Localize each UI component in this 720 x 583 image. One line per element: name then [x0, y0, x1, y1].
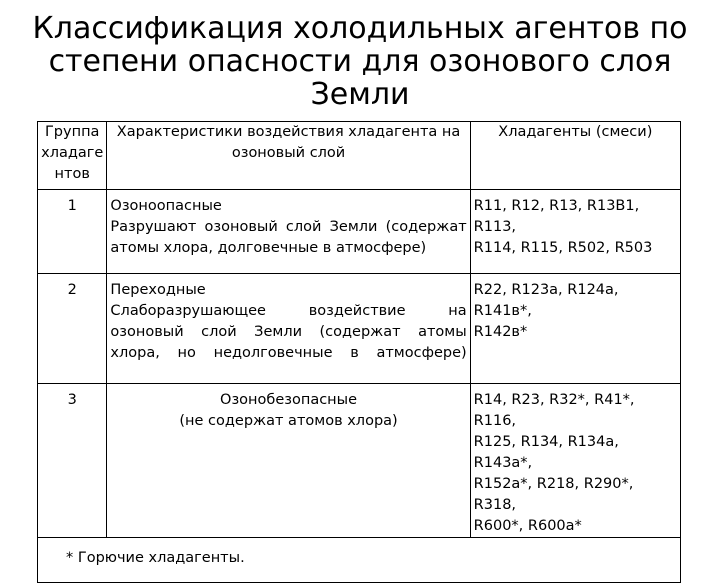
refrigerants-line: R11, R12, R13, R13B1, R113,: [473, 198, 640, 235]
characteristic-line: озоновый слой Земли (содержат атомы: [110, 324, 467, 340]
header-text: хладаге: [41, 145, 104, 161]
header-text: Характеристики воздействия хладагента на: [116, 124, 461, 140]
refrigerants-line: R114, R115, R502, R503: [473, 240, 653, 256]
refrigerants-line: R14, R23, R32*, R41*, R116,: [473, 392, 635, 429]
group-number: 2: [38, 274, 107, 384]
header-text: озоновый слой: [231, 145, 346, 161]
refrigerants-line: R142в*: [473, 324, 528, 340]
group-number: 1: [38, 190, 107, 274]
characteristic-line: хлора, но недолговечные в атмосфере): [110, 345, 467, 361]
refrigerant-classification-table: [37, 121, 681, 583]
refrigerants-line: R152a*, R218, R290*, R318,: [473, 476, 634, 513]
characteristic-line: Озонобезопасные: [220, 392, 358, 408]
table-header-row: [38, 122, 681, 190]
characteristic-cell: [107, 274, 470, 384]
refrigerants-cell: [470, 190, 680, 274]
refrigerants-cell: [470, 274, 680, 384]
table-row: [38, 190, 681, 274]
header-characteristic: [107, 122, 470, 190]
characteristic-line: (не содержат атомов хлора): [179, 413, 398, 429]
header-group: [38, 122, 107, 190]
characteristic-line: Слаборазрушающее воздействие на: [110, 303, 467, 319]
title-line: Земли: [310, 77, 410, 112]
characteristic-cell: [107, 190, 470, 274]
characteristic-line: атомы хлора, долговечные в атмосфере): [110, 240, 427, 256]
title-line: степени опасности для озонового слоя: [48, 44, 672, 79]
characteristic-line: Переходные: [110, 282, 206, 298]
refrigerants-line: R125, R134, R134a, R143a*,: [473, 434, 619, 471]
header-refrigerants: Хладагенты (смеси): [470, 122, 680, 190]
title-line: Классификация холодильных агентов по: [32, 11, 688, 46]
characteristic-line: Озоноопасные: [110, 198, 222, 214]
footnote-row: [38, 538, 681, 583]
characteristic-line: Разрушают озоновый слой Земли (содержат: [110, 219, 467, 235]
group-number: 3: [38, 384, 107, 538]
table-row: [38, 274, 681, 384]
footnote: * Горючие хладагенты.: [38, 538, 681, 583]
refrigerants-line: R600*, R600a*: [473, 518, 582, 534]
refrigerants-cell: [470, 384, 680, 538]
header-text: Группа: [44, 124, 100, 140]
table-row: [38, 384, 681, 538]
page-title: [20, 12, 700, 111]
characteristic-cell: [107, 384, 470, 538]
header-text: нтов: [54, 166, 90, 182]
refrigerants-line: R22, R123a, R124a, R141в*,: [473, 282, 619, 319]
